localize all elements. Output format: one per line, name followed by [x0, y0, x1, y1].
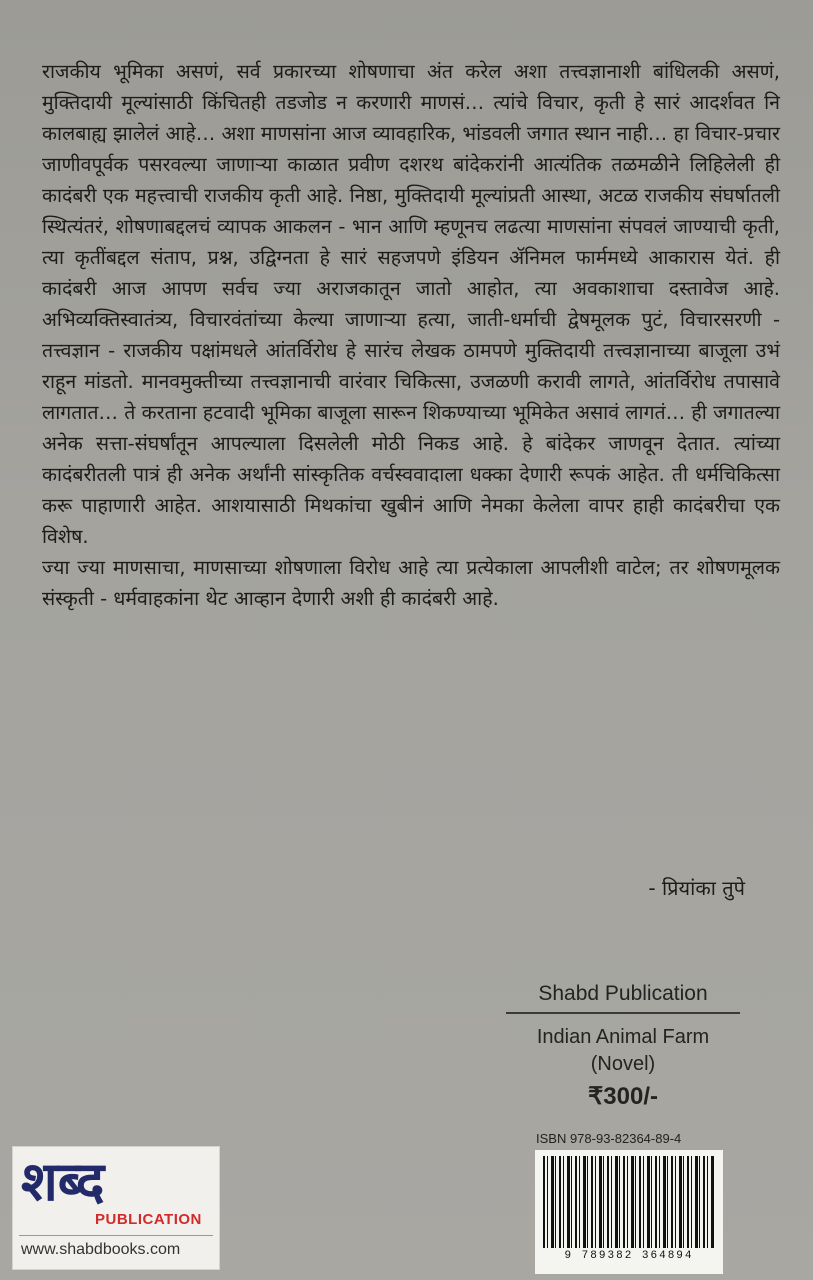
book-price: ₹300/-	[588, 1083, 658, 1110]
book-title: Indian Animal Farm	[536, 1026, 710, 1048]
barcode	[535, 1150, 723, 1274]
blurb-paragraph-closing: ज्या ज्या माणसाचा, माणसाच्या शोषणाला विरोध आहे त्या प्रत्येकाला आपलीशी वाटेल; तर शोषणमूलक संस्कृती - धर्मवाहकांना थेट आव्हान देणारी अशी ही कादंबरी आहे.	[42, 556, 780, 610]
barcode-number: 9 789382 364894	[564, 1250, 694, 1262]
blurb-signature: - प्रियांका तुपे	[648, 876, 745, 900]
back-cover-blurb	[42, 56, 780, 614]
logo-divider	[19, 1235, 213, 1236]
book-genre: (Novel)	[590, 1053, 656, 1075]
blurb-paragraph: राजकीय भूमिका असणं, सर्व प्रकारच्या शोषणाचा अंत करेल अशा तत्त्वज्ञानाशी बांधिलकी असणं, मुक्तिदायी मूल्यांसाठी किंचितही तडजोड न करणारी माणसं… त्यांचे विचार, कृती हे सारं आदर्शवत नि कालबाह्य झालेलं आहे… अशा माणसांना आज व्यावहारिक, भांडवली जगात स्थान नाही… हा विचार-प्रचार जाणीवपूर्वक पसरवल्या जाणाऱ्या काळात प्रवीण दशरथ बांदेकरांनी आत्यंतिक तळमळीने लिहिलेली ही कादंबरी एक महत्त्वाची राजकीय कृती आहे. निष्ठा, मुक्तिदायी मूल्यांप्रती आस्था, अटळ राजकीय संघर्षातली स्थित्यंतरं, शोषणाबद्दलचं व्यापक आकलन - भान आणि म्हणूनच लढत्या माणसांना संपवलं जाण्याची कृती, त्या कृतींबद्दल संताप, प्रश्न, उद्विग्नता हे सारं सहजपणे इंडियन ॲनिमल फार्ममध्ये आकारास येतं. ही कादंबरी आज आपण सर्वच ज्या अराजकातून जातो आहोत, त्या अवकाशाचा दस्तावेज आहे. अभिव्यक्तिस्वातंत्र्य, विचारवंतांच्या केल्या जाणाऱ्या हत्या, जाती-धर्माची द्वेषमूलक पुटं, विचारसरणी - तत्त्वज्ञान - राजकीय पक्षांमधले आंतर्विरोध हे सारंच लेखक ठामपणे मुक्तिदायी तत्त्वज्ञानाच्या बाजूला उभं राहून मांडतो. मानवमुक्तीच्या तत्त्वज्ञानाची वारंवार चिकित्सा, उजळणी करावी लागते, आंतर्विरोध तपासावे लागतात… ते करताना हटवादी भूमिका बाजूला सारून शिकण्याच्या भूमिकेत असावं लागतं… ही जगातल्या अनेक सत्ता-संघर्षांतून आपल्याला दिसलेली मोठी निकड आहे. हे बांदेकर जाणवून देतात. त्यांच्या कादंबरीतली पात्रं ही अनेक अर्थांनी सांस्कृतिक वर्चस्ववादाला धक्का देणारी रूपकं आहेत. ती धर्मचिकित्सा करू पाहाणारी आहेत. आशयासाठी मिथकांचा खुबीनं आणि नेमका केलेला वापर हाही कादंबरीचा एक विशेष.	[42, 60, 780, 548]
publisher-name: Shabd Publication	[506, 982, 740, 1014]
logo-wordmark: शब्द	[21, 1149, 105, 1213]
publisher-website: www.shabdbooks.com	[21, 1241, 181, 1258]
logo-publication-label: PUBLICATION	[95, 1211, 202, 1228]
barcode-bars	[543, 1156, 715, 1248]
publication-info	[506, 982, 740, 1111]
isbn-label: ISBN 978-93-82364-89-4	[536, 1131, 682, 1146]
publisher-logo	[12, 1146, 220, 1270]
